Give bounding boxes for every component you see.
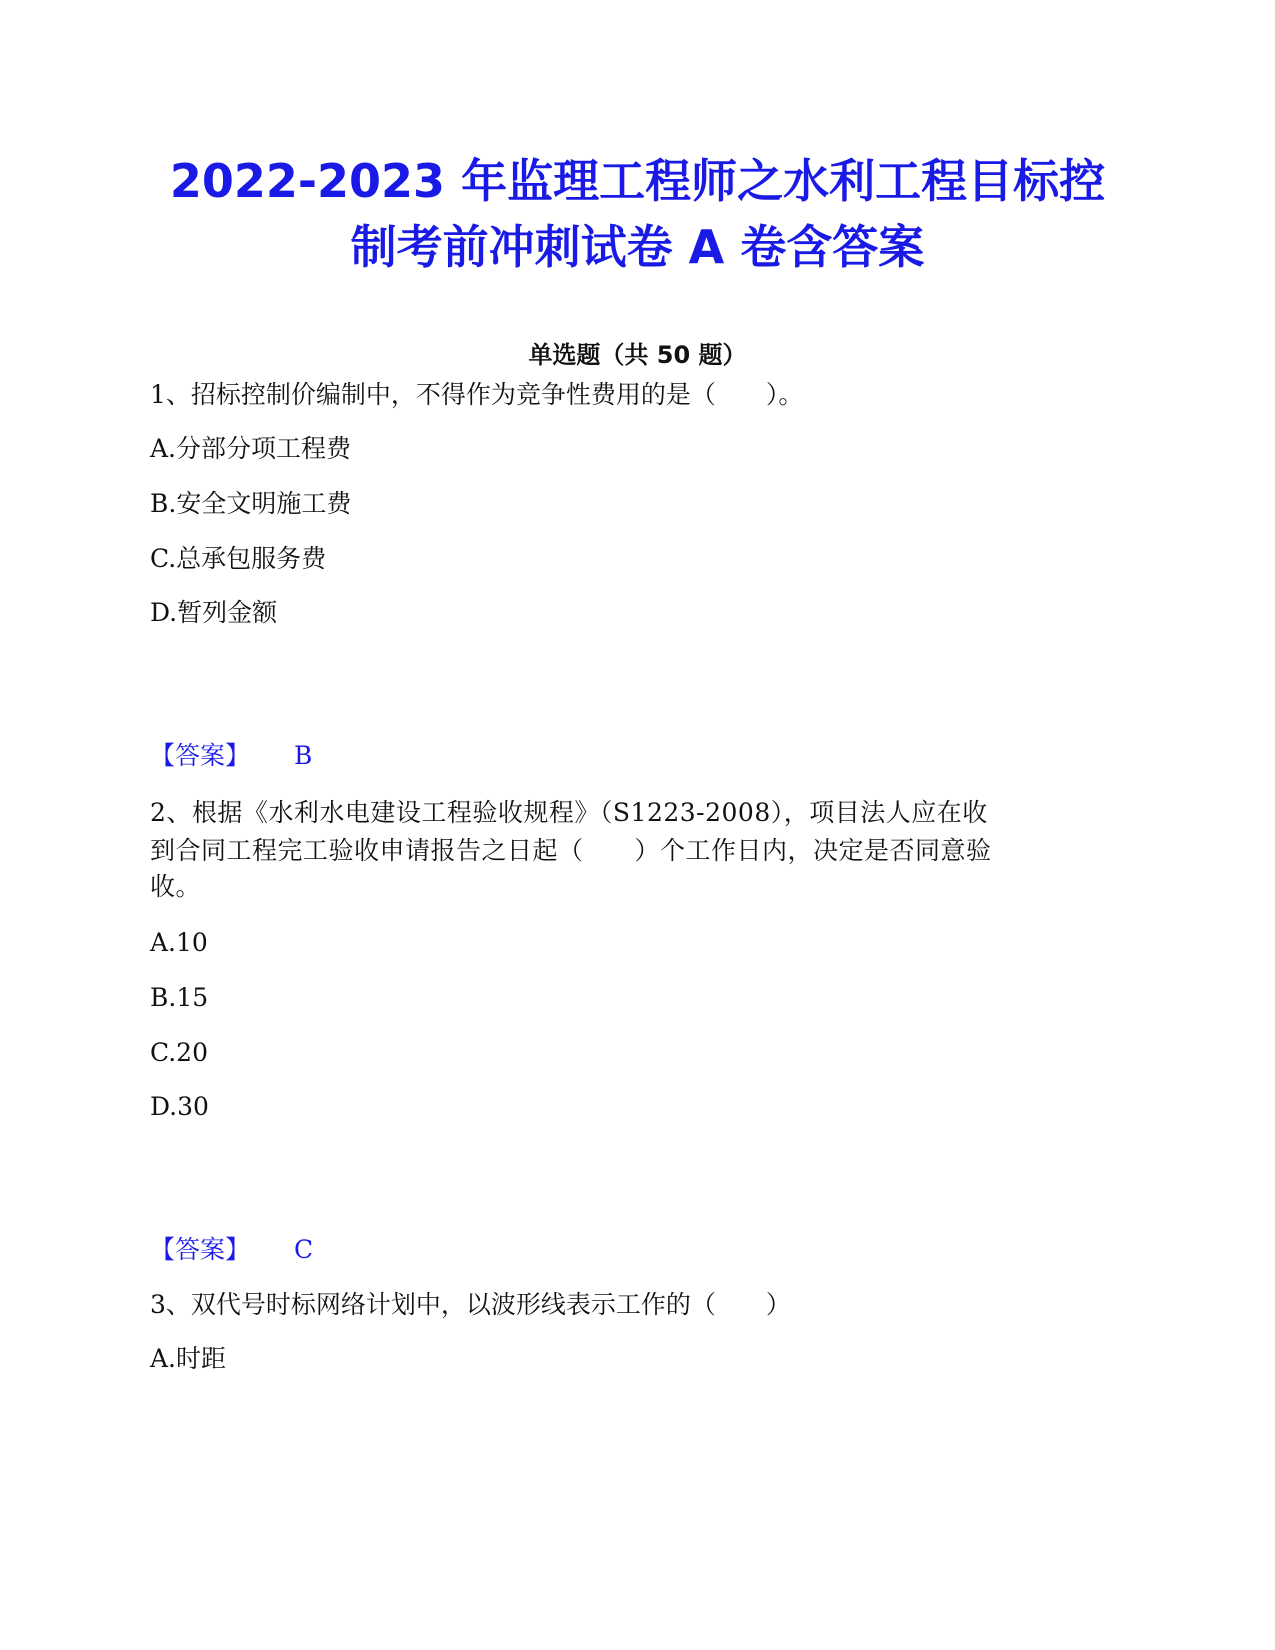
answer-value: B: [294, 741, 313, 770]
document-title: [120, 148, 1155, 280]
question-1-stem: 1、招标控制价编制中，不得作为竞争性费用的是（ ）。: [150, 380, 804, 409]
question-2-stem-line-2: 到合同工程完工验收申请报告之日起（ ）个工作日内，决定是否同意验: [150, 836, 992, 865]
question-3-stem: 3、双代号时标网络计划中，以波形线表示工作的（ ）: [150, 1290, 791, 1319]
question-2-stem-line-1: 2、根据《水利水电建设工程验收规程》（S1223-2008），项目法人应在收: [150, 798, 988, 827]
question-1-option-b: B.安全文明施工费: [150, 489, 352, 518]
question-2-stem-line-3: 收。: [150, 872, 202, 901]
section-heading: 单选题（共 50 题）: [528, 341, 747, 369]
question-1-option-c: C.总承包服务费: [150, 544, 327, 573]
question-1-option-d: D.暂列金额: [150, 598, 278, 627]
question-2-answer: [150, 1233, 313, 1267]
answer-label: 【答案】: [150, 1235, 251, 1264]
question-2-option-b: B.15: [150, 983, 209, 1012]
question-1-option-a: A.分部分项工程费: [150, 434, 352, 463]
question-2-option-d: D.30: [150, 1092, 209, 1121]
question-2-option-c: C.20: [150, 1038, 208, 1067]
question-1-answer: [150, 739, 312, 773]
answer-value: C: [294, 1235, 314, 1264]
title-line-1: 2022-2023 年监理工程师之水利工程目标控: [169, 154, 1106, 208]
question-3-option-a: A.时距: [150, 1344, 227, 1373]
title-line-2: 制考前冲刺试卷 A 卷含答案: [350, 220, 925, 274]
question-2-option-a: A.10: [150, 928, 208, 957]
answer-label: 【答案】: [150, 741, 251, 770]
